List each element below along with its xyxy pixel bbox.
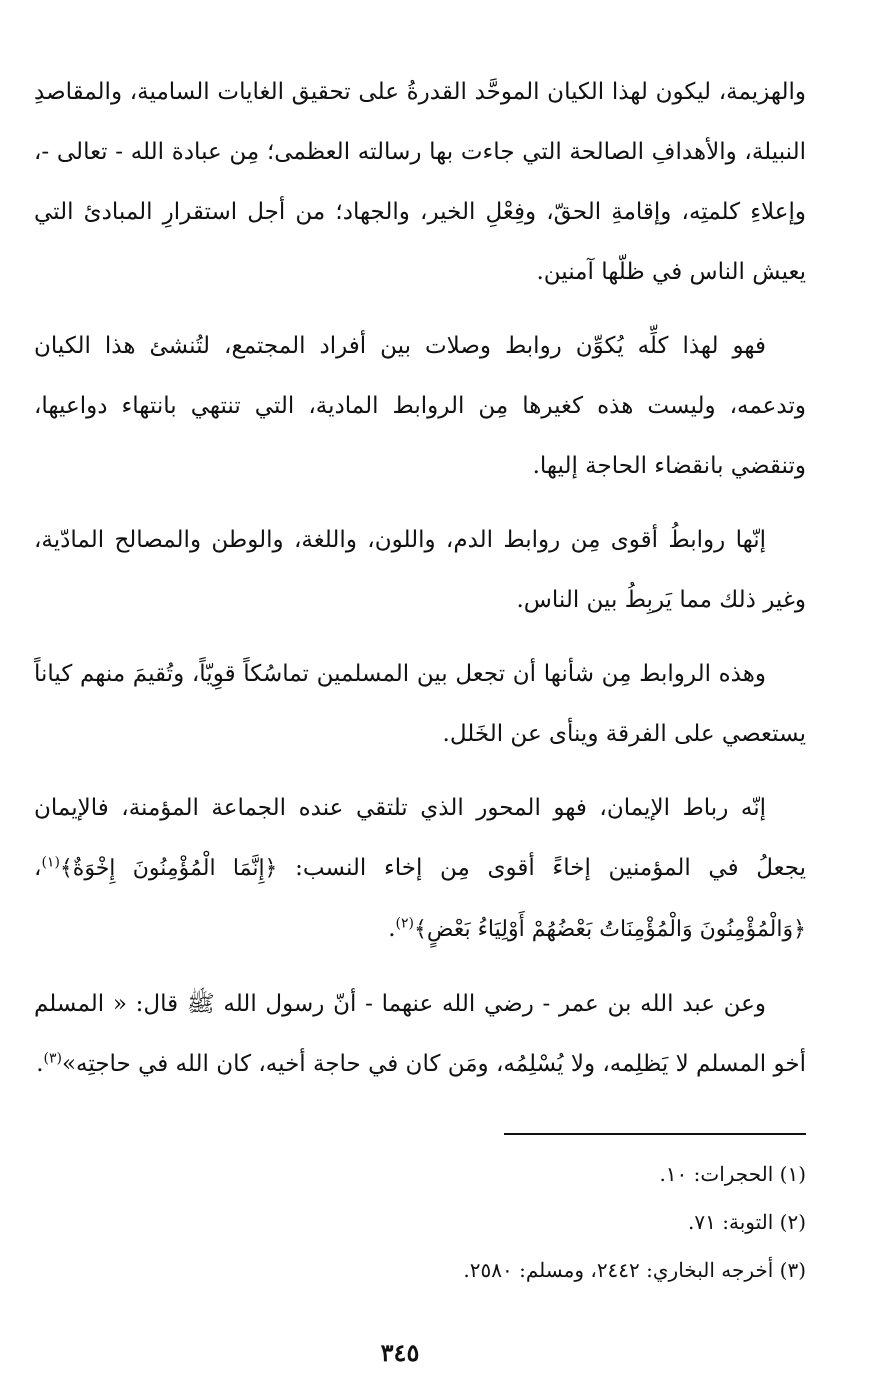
paragraph-stronger-bonds: إنّها روابطُ أقوى مِن روابط الدم، واللون، واللغة، والوطن والمصالح المادّية، وغير ذلك مما يَربِطُ بين الناس. [34, 527, 806, 613]
footnote-ref-3[interactable]: (٣) [43, 1050, 62, 1067]
hadith-end: . [36, 1051, 44, 1077]
paragraph-bonds: فهو لهذا كلِّه يُكوِّن روابط وصلات بين أفراد المجتمع، لتُنشئ هذا الكيان وتدعمه، وليست هذه كغيرها مِن الروابط المادية، التي تنتهي بانتهاء دواعيها، وتنقضي بانقضاء الحاجة إليها. [34, 333, 806, 479]
paragraph-cohesion: وهذه الروابط مِن شأنها أن تجعل بين المسلمين تماسُكاً قوِيّاً، وتُقيمَ منهم كياناً يستعصي على الفرقة وينأى عن الخَلل. [34, 661, 806, 747]
footnote-ref-2[interactable]: (٢) [395, 915, 414, 932]
verse-separator: ، [34, 855, 42, 881]
quran-verse-tawbah: ﴿وَالْمُؤْمِنُونَ وَالْمُؤْمِنَاتُ بَعْضُهُمْ أَوْلِيَاءُ بَعْضٍ﴾ [414, 917, 806, 942]
footnote-2: (٢) التوبة: ٧١. [688, 1210, 806, 1234]
footnotes [106, 1150, 806, 1294]
page-body [34, 62, 806, 1108]
footnote-1: (١) الحجرات: ١٠. [659, 1162, 806, 1186]
page-number: ٣٤٥ [380, 1338, 420, 1367]
footnote-ref-1[interactable]: (١) [41, 854, 60, 871]
footnote-3: (٣) أخرجه البخاري: ٢٤٤٢، ومسلم: ٢٥٨٠. [463, 1258, 806, 1282]
iman-end: . [388, 916, 396, 942]
quran-verse-hujurat: ﴿إِنَّمَا الْمُؤْمِنُونَ إِخْوَةٌ﴾ [59, 856, 278, 881]
footnote-divider [504, 1133, 806, 1135]
paragraph-continuation: والهزيمة، ليكون لهذا الكيان الموحَّد القدرةُ على تحقيق الغايات السامية، والمقاصدِ النبيلة، والأهدافِ الصالحة التي جاءت بها رسالته العظمى؛ مِن عبادة الله - تعالى -، وإعلاءِ كلمتِه، وإقامةِ الحقّ، وفِعْلِ الخير، والجهاد؛ من أجل استقرارِ المبادئ التي يعيش الناس في ظلّها آمنين. [34, 79, 806, 285]
hadith-text: وعن عبد الله بن عمر - رضي الله عنهما - أنّ رسول الله ﷺ قال: « المسلم أخو المسلم لا يَظلِمه، ولا يُسْلِمُه، ومَن كان في حاجة أخيه، كان الله في حاجتِه» [34, 991, 806, 1077]
iman-text: إنّه رباط الإيمان، فهو المحور الذي تلتقي عنده الجماعة المؤمنة، فالإيمان يجعلُ في المؤمنين إخاءً أقوى مِن إخاء النسب: [34, 795, 806, 881]
paragraph-hadith [34, 974, 806, 1094]
paragraph-iman [34, 778, 806, 960]
